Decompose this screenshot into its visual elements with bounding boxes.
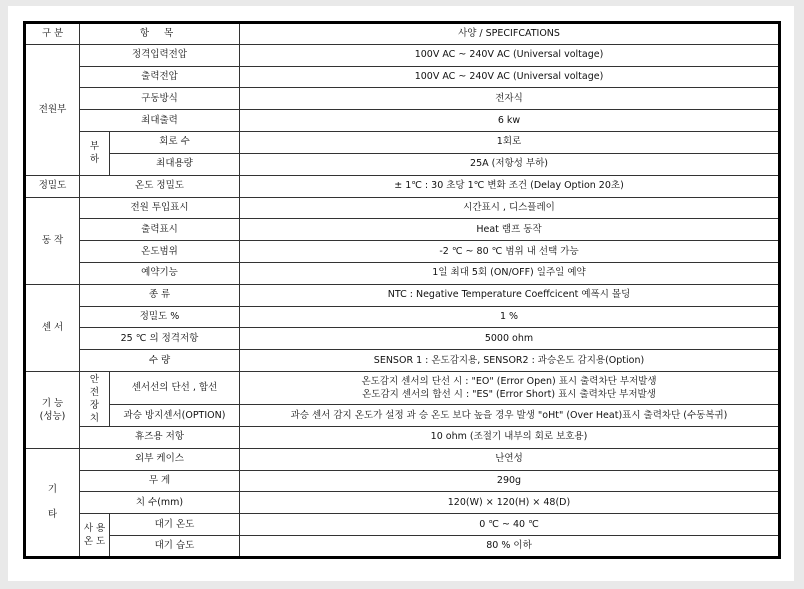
header-category: 구 분 bbox=[25, 23, 80, 45]
row-value: 시간표시 , 디스플레이 bbox=[240, 197, 780, 219]
table-row bbox=[25, 262, 780, 284]
row-item: 구동방식 bbox=[80, 88, 240, 110]
table-row bbox=[25, 306, 780, 328]
row-item: 대기 습도 bbox=[110, 536, 240, 558]
row-value: SENSOR 1 : 온도감지용, SENSOR2 : 과승온도 감지용(Option) bbox=[240, 350, 780, 372]
row-value: 0 ℃ ~ 40 ℃ bbox=[240, 514, 780, 536]
row-item: 휴즈용 저항 bbox=[80, 427, 240, 449]
row-item: 25 ℃ 의 정격저항 bbox=[80, 328, 240, 350]
row-item: 전원 투입표시 bbox=[80, 197, 240, 219]
row-item: 치 수(mm) bbox=[80, 492, 240, 514]
header-item: 항 목 bbox=[80, 23, 240, 45]
row-item: 정격입력전압 bbox=[80, 44, 240, 66]
row-value: 100V AC ~ 240V AC (Universal voltage) bbox=[240, 44, 780, 66]
table-row bbox=[25, 197, 780, 219]
table-row bbox=[25, 175, 780, 197]
row-value: -2 ℃ ~ 80 ℃ 범위 내 선택 가능 bbox=[240, 241, 780, 263]
row-item: 무 게 bbox=[80, 470, 240, 492]
function-category: 기 능 (성능) bbox=[25, 372, 80, 449]
precision-category: 정밀도 bbox=[25, 175, 80, 197]
spec-table bbox=[23, 21, 781, 559]
row-item: 출력표시 bbox=[80, 219, 240, 241]
row-value: 5000 ohm bbox=[240, 328, 780, 350]
table-row bbox=[25, 153, 780, 175]
row-value: 1일 최대 5회 (ON/OFF) 일주일 예약 bbox=[240, 262, 780, 284]
table-row bbox=[25, 66, 780, 88]
row-item: 출력전압 bbox=[80, 66, 240, 88]
table-row bbox=[25, 448, 780, 470]
row-value: NTC : Negative Temperature Coeffcicent 예폭시 몰딩 bbox=[240, 284, 780, 306]
row-value: 난연성 bbox=[240, 448, 780, 470]
other-category: 기 타 bbox=[25, 448, 80, 557]
row-item: 정밀도 % bbox=[80, 306, 240, 328]
row-item: 최대용량 bbox=[110, 153, 240, 175]
row-item: 최대출력 bbox=[80, 110, 240, 132]
table-row bbox=[25, 241, 780, 263]
row-value: 10 ohm (조절기 내부의 회로 보호용) bbox=[240, 427, 780, 449]
load-label: 부 하 bbox=[80, 132, 110, 176]
row-item: 외부 케이스 bbox=[80, 448, 240, 470]
table-row bbox=[25, 427, 780, 449]
row-value: Heat 램프 동작 bbox=[240, 219, 780, 241]
row-item: 센서선의 단선 , 합선 bbox=[110, 372, 240, 405]
table-row bbox=[25, 536, 780, 558]
table-row bbox=[25, 405, 780, 427]
row-value: 290g bbox=[240, 470, 780, 492]
row-item: 예약기능 bbox=[80, 262, 240, 284]
table-row bbox=[25, 492, 780, 514]
row-item: 대기 온도 bbox=[110, 514, 240, 536]
row-item: 온도범위 bbox=[80, 241, 240, 263]
header-spec: 사양 / SPECIFCATIONS bbox=[240, 23, 780, 45]
row-value: 100V AC ~ 240V AC (Universal voltage) bbox=[240, 66, 780, 88]
table-row bbox=[25, 88, 780, 110]
row-value: ± 1℃ : 30 초당 1℃ 변화 조건 (Delay Option 20초) bbox=[240, 175, 780, 197]
table-row bbox=[25, 470, 780, 492]
row-value: 80 % 이하 bbox=[240, 536, 780, 558]
table-row bbox=[25, 372, 780, 405]
row-item: 수 량 bbox=[80, 350, 240, 372]
row-item: 종 류 bbox=[80, 284, 240, 306]
row-value: 과승 센서 감지 온도가 설정 과 승 온도 보다 높을 경우 발생 "oHt" (Over Heat)표시 출력차단 (수동복귀) bbox=[240, 405, 780, 427]
table-row bbox=[25, 219, 780, 241]
safety-label: 안 전 장 치 bbox=[80, 372, 110, 427]
row-value: 1회로 bbox=[240, 132, 780, 154]
power-category: 전원부 bbox=[25, 44, 80, 175]
row-item: 온도 정밀도 bbox=[80, 175, 240, 197]
row-item: 과승 방지센서(OPTION) bbox=[110, 405, 240, 427]
row-value: 120(W) × 120(H) × 48(D) bbox=[240, 492, 780, 514]
table-row bbox=[25, 44, 780, 66]
table-row bbox=[25, 514, 780, 536]
row-value: 온도감지 센서의 단선 시 : "EO" (Error Open) 표시 출력차단 부저발생 온도감지 센서의 합선 시 : "ES" (Error Short) 표시 출력차단 부저발생 bbox=[240, 372, 780, 405]
table-row bbox=[25, 328, 780, 350]
table-row bbox=[25, 284, 780, 306]
operation-category: 동 작 bbox=[25, 197, 80, 284]
sensor-category: 센 서 bbox=[25, 284, 80, 371]
row-value: 25A (저항성 부하) bbox=[240, 153, 780, 175]
row-value: 6 kw bbox=[240, 110, 780, 132]
header-row bbox=[25, 23, 780, 45]
row-value: 전자식 bbox=[240, 88, 780, 110]
row-item: 회로 수 bbox=[110, 132, 240, 154]
env-label: 사 용 온 도 bbox=[80, 514, 110, 558]
row-value: 1 % bbox=[240, 306, 780, 328]
table-row bbox=[25, 110, 780, 132]
table-row bbox=[25, 132, 780, 154]
table-row bbox=[25, 350, 780, 372]
